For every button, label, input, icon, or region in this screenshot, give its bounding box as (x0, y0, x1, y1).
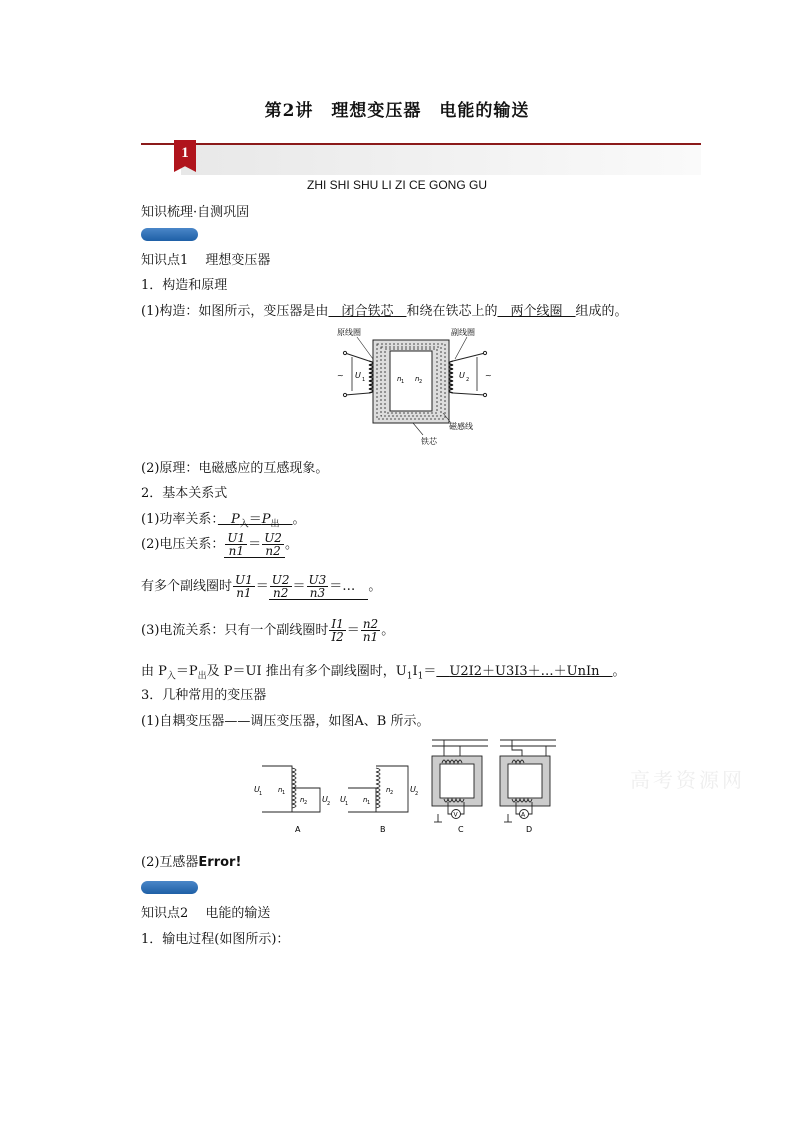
section-heading: 知识梳理·自测巩固 (141, 205, 250, 220)
figure-a (262, 766, 320, 812)
svg-text:C: C (458, 825, 464, 834)
error-marker: Error! (198, 855, 242, 870)
svg-text:~: ~ (337, 371, 344, 380)
construct-line: (1)构造：如图所示，变压器是由 闭合铁芯 和绕在铁芯上的 两个线圈 组成的。 (141, 304, 628, 319)
svg-text:~: ~ (485, 371, 492, 380)
knowledge-point-2-label: 知识点2 (141, 906, 189, 921)
svg-text:1: 1 (401, 379, 405, 385)
svg-text:1: 1 (367, 800, 371, 806)
autotransformer-line: (1)自耦变压器——调压变压器，如图A、B 所示。 (141, 714, 430, 729)
current-relation: (3)电流关系：只有一个副线圈时 $\frac{I1}{I2}$ ＝ $\frac{n2}{n1}$ 。 (141, 617, 395, 644)
svg-text:U: U (355, 371, 361, 380)
svg-text:n: n (415, 375, 420, 383)
transmission-heading: 1．输电过程(如图所示)： (141, 932, 290, 947)
principle-line: (2)原理：电磁感应的互感现象。 (141, 461, 329, 476)
svg-text:2: 2 (415, 791, 419, 797)
blank-power-sum: U2I2＋U3I3＋…＋UnIn (449, 664, 600, 679)
svg-text:n: n (300, 796, 305, 804)
derivation-line: 由 $P_入=P_出$及 P＝UI 推出有多个副线圈时，$U_1I_1=$ U2I2＋U3I3＋…＋UnIn 。 (141, 664, 626, 682)
svg-text:A: A (295, 825, 301, 834)
mutual-inductor-line: (2)互感器Error! (141, 855, 242, 870)
heading-construct: 1．构造和原理 (141, 278, 228, 293)
knowledge-point-2 (141, 902, 270, 921)
svg-text:U: U (322, 795, 328, 804)
voltage-relation: (2)电压关系： $\frac{U1}{n1}$ ＝ $\frac{U2}{n2}$ 。 (141, 531, 298, 558)
figure-c (432, 740, 488, 822)
svg-text:2: 2 (327, 801, 331, 807)
svg-text:U: U (410, 785, 416, 794)
power-relation: (1)功率关系： $P_入=P_出$ 。 (141, 512, 306, 530)
figure-d (500, 740, 556, 822)
heading-relations: 2．基本关系式 (141, 486, 228, 501)
section-banner (141, 140, 701, 176)
pinyin-heading: ZHI SHI SHU LI ZI CE GONG GU (306, 178, 488, 192)
svg-text:A: A (521, 811, 526, 819)
figure-b (348, 766, 408, 812)
watermark: 高考资源网 (630, 768, 745, 792)
svg-text:原线圈: 原线圈 (337, 328, 361, 337)
knowledge-pill-icon (141, 228, 198, 241)
heading-common-transformers: 3．几种常用的变压器 (141, 688, 267, 703)
multi-coil-relation: 有多个副线圈时 $\frac{U1}{n1}$ ＝ $\frac{U2}{n2}$ ＝ $\frac{U3}{n3}$ ＝… 。 (141, 573, 382, 600)
svg-text:n: n (278, 786, 283, 794)
svg-text:1: 1 (362, 377, 366, 383)
svg-text:1: 1 (282, 790, 286, 796)
svg-text:n: n (363, 796, 368, 804)
svg-text:V: V (453, 811, 458, 819)
svg-text:1: 1 (345, 801, 349, 807)
fraction-u2-n2: $\frac{U2}{n2}$ (264, 531, 282, 558)
banner-background (181, 145, 701, 175)
banner-number: 1 (181, 145, 189, 161)
knowledge-point-1 (141, 249, 270, 268)
transformer-figure (335, 323, 495, 448)
svg-text:1: 1 (259, 791, 263, 797)
svg-text:2: 2 (419, 379, 423, 385)
transformer-types-figure (250, 736, 570, 838)
fraction-u1-n1: $\frac{U1}{n1}$ (227, 531, 246, 558)
svg-text:磁感线: 磁感线 (449, 422, 473, 431)
svg-text:2: 2 (390, 790, 394, 796)
svg-text:U: U (340, 795, 346, 804)
svg-text:n: n (397, 375, 402, 383)
page-title: 第2讲 理想变压器 电能的输送 (264, 101, 530, 121)
svg-text:2: 2 (304, 800, 308, 806)
blank-closed-core: 闭合铁芯 (341, 304, 394, 319)
svg-text:D: D (526, 825, 533, 834)
knowledge-point-2-title: 电能的输送 (205, 906, 271, 921)
blank-two-coils: 两个线圈 (510, 304, 563, 319)
svg-text:n: n (386, 786, 391, 794)
svg-text:2: 2 (466, 377, 470, 383)
knowledge-pill-icon-2 (141, 881, 198, 894)
svg-text:B: B (380, 825, 386, 834)
knowledge-point-1-label: 知识点1 (141, 253, 189, 268)
svg-text:副线圈: 副线圈 (451, 328, 475, 337)
svg-text:U: U (254, 785, 260, 794)
svg-text:铁芯: 铁芯 (421, 437, 437, 446)
svg-text:U: U (459, 371, 465, 380)
knowledge-point-1-title: 理想变压器 (205, 253, 271, 268)
